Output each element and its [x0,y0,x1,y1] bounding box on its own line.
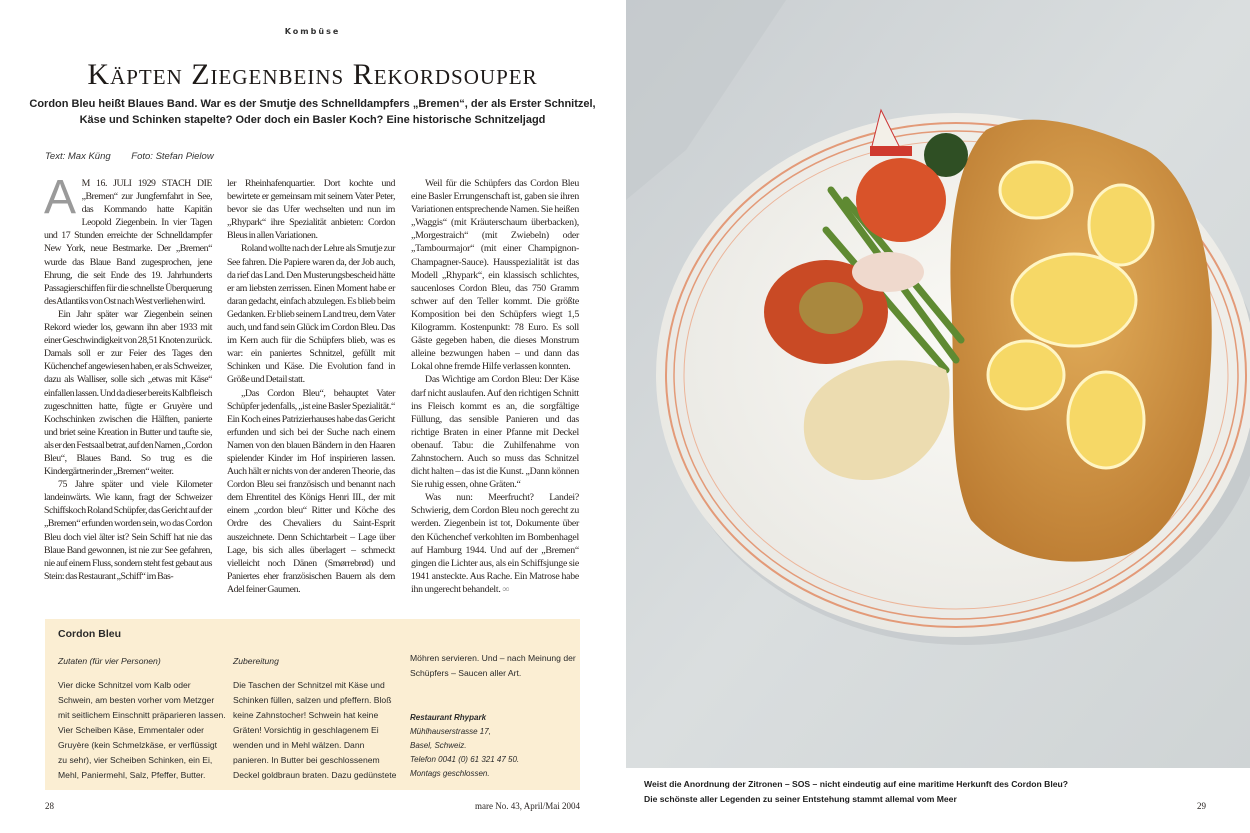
preparation-heading: Zubereitung [233,656,279,666]
lead-caps: M 16. JULI 1929 STACH DIE [81,178,212,189]
recipe-ingredients [58,654,226,783]
page-number-left: 28 [45,801,54,811]
article-paragraph: „Das Cordon Bleu“, behauptet Vater Schüpfer jedenfalls, „ist eine Basler Spezialität.“ Ein Koch eines Patrizierhauses habe das Gericht erfunden und sich bei der Suche nach einem Namen von den blauen Bändern in den Haaren spielender Kinder im Hof inspirieren lassen. Auch hält er nichts von der anderen Theorie, das Cordon Bleu sei französisch und benannt nach dem Ehrentitel des Königs Henri III., der mit einem „cordon bleu“ Ritter und Köche des Ordre des Chevaliers du Saint-Esprit auszeichnete. Denn Schichtarbeit – Lage über Lage, bis sich alles überlagert – schmeckt vielleicht noch Dänen (Smørrebrød) und Paniertes eher französischen Bauern als dem Adel feiner Gaumen. [227,387,395,595]
schnitzel-photo [626,0,1250,768]
preparation-text-cont: Möhren servieren. Und – nach Meinung der Schüpfers – Saucen aller Art. [410,653,576,678]
article-column-2 [227,177,395,596]
byline [45,151,232,163]
author-credit: Text: Max Küng [45,151,111,162]
restaurant-street: Mühlhauserstrasse 17, [410,727,491,736]
issue-info: mare No. 43, April/Mai 2004 [475,801,580,811]
ingredients-heading: Zutaten (für vier Personen) [58,656,161,666]
page-number-right: 29 [1197,801,1206,811]
restaurant-name: Restaurant Rhypark [410,713,487,722]
article-paragraph: 75 Jahre später und viele Kilometer landeinwärts. Wie kann, fragt der Schweizer Schiffskoch Roland Schüpfer, das Gericht auf der „Bremen“ erfunden worden sein, wo das Cordon Bleu doch viel älter ist? Sein Schiff hat nie das Blaue Band gewonnen, ist nie zur See gefahren, nie auf einem Fluss, sondern steht fest gebaut aus Stein: das Restaurant „Schiff“ im Bas- [44,479,212,582]
flag-ribbon [870,146,912,156]
photo-caption [644,777,1184,807]
preparation-text: Die Taschen der Schnitzel mit Käse und Schinken füllen, salzen und pfeffern. Bloß keine Zahnstocher! Schwein hat keine Gräten! Vorsichtig in geschlagenem Ei wenden und in Mehl wälzen. Dann panieren. In Butter bei geschlossenem Deckel goldbraun braten. Dazu gedünstete [233,680,397,780]
article-subtitle: Cordon Bleu heißt Blaues Band. War es der Smutje des Schnelldampfers „Bremen“, der als Erster Schnitzel, Käse und Schinken stapelte? Oder doch ein Basler Koch? Eine historische Schnitzeljagd [29,98,596,126]
tomato-herb-topping [799,282,863,334]
recipe-box [45,619,580,790]
recipe-title: Cordon Bleu [58,628,121,640]
recipe-preparation [233,654,401,783]
ingredients-text: Vier dicke Schnitzel vom Kalb oder Schwein, am besten vorher vom Metzger mit seitlichem Einschnitt präparieren lassen. Vier Scheiben Käse, Emmentaler oder Gruyère (kein Schmelzkäse, er verflüssigt zu sehr), vier Scheiben Schinken, ein Ei, Mehl, Paniermehl, Salz, Pfeffer, Butter. [58,680,226,780]
ham-roll [852,252,924,292]
article-paragraph: Roland wollte nach der Lehre als Smutje zur See fahren. Die Papiere waren da, der Job auch, da rief das Land. Den Musterungsbescheid hätte er am liebsten zerrissen. Einen Moment habe er daran gedacht, einfach abzulegen. Es blieb beim Gedanken. Er blieb seinem Land treu, dem Vater auch, und fand sein Glück im Cordon Bleu. Das im Kern auch für die Schüpfers blieb, was es war: ein paniertes Schnitzel, gefüllt mit Schinken und Käse. Die Evolution fand in Größe und Detail statt. [227,243,395,386]
article-paragraph: ler Rheinhafenquartier. Dort kochte und bewirtete er gemeinsam mit seinem Vater Peter, bevor sie das Ufer wechselten und nun im „Rhypark“ ihre Spezialität anbieten: Cordon Bleus in allen Variationen. [227,178,395,242]
restaurant-city: Basel, Schweiz. [410,741,467,750]
drop-cap: A [44,171,76,224]
paragraph-text: Was nun: Meerfrucht? Landei? Schwierig, dem Cordon Bleu noch gerecht zu werden. Ziegenbein ist tot, Dokumente über den Küchenchef verkohlten im Bombenhagel auf Hamburg 1944. Und auf der „Bremen“ gingen die Lichter aus, als ein Schiffsjunge sie 1941 ansteckte. Aus Rache. Ein Matrose habe ihn ungerecht behandelt. [411,492,579,595]
caption-line-2: Die schönste aller Legenden zu seiner Entstehung stammt allemal vom Meer [644,794,957,804]
article-paragraph [44,171,212,308]
article-paragraph: Ein Jahr später war Ziegenbein seinen Rekord wieder los, gewann ihn aber 1933 mit einer Geschwindigkeit von 28,51 Knoten zurück. Damals soll er zur Feier des Tages den Küchenchef angewiesen haben, er als Schweizer, dazu als Walliser, solle sich „etwas mit Käse“ einfallen lassen. Und da dieser bereits Kalbfleisch zugeschnitten hatte, fügte er Gruyère und Kochschinken zwischen die Hälften, panierte und briet seine Kreation in Butter und taufte sie, als er den Festsaal betrat, auf den Namen „Cordon Bleu“, Blaues Band. So trug es die Kindergärtnerin der „Bremen“ weiter. [44,308,212,478]
article-column-1 [44,171,212,583]
article-title: Käpten Ziegenbeins Rekordsouper [87,58,538,91]
restaurant-hours: Montags geschlossen. [410,769,490,778]
article-paragraph [411,491,579,596]
end-mark-icon: ∞ [502,583,510,595]
restaurant-phone: Telefon 0041 (0) 61 321 47 50. [410,755,520,764]
restaurant-address [410,711,578,781]
paragraph-text: „Bremen“ zur Jungfernfahrt in See, das Kommando hatte Kapitän Leopold Ziegenbein. In vier Tagen und 17 Stunden erreichte der Schnelldampfer New York, neue Bestmarke. Der „Bremen“ wurde das Blaue Band zugesprochen, jene Ehrung, die seit Ende des 19. Jahrhunderts Passagierschiffen für die schnellste Überquerung des Atlantiks von Ost nach West verliehen wird. [44,191,212,307]
tomato-half [856,158,946,242]
caption-line-1: Weist die Anordnung der Zitronen – SOS – nicht eindeutig auf eine maritime Herkunft des Cordon Bleu? [644,779,1069,789]
photo-credit: Foto: Stefan Pielow [131,151,214,162]
recipe-continued [410,651,578,781]
article-paragraph: Das Wichtige am Cordon Bleu: Der Käse darf nicht auslaufen. Auf den richtigen Schnitt ins Fleisch kommt es an, die sorgfältige Füllung, das sensible Panieren und das richtige Braten in einer Pfanne mit Deckel obenauf. Tabu: die Zuhilfenahme von Zahnstochern. Auch so muss das Schnitzel dicht halten – das ist die Kunst. „Dann können Sie ruhig essen, ohne Gräten.“ [411,374,579,491]
article-column-3 [411,177,579,596]
section-label: Kombüse [284,27,341,36]
article-paragraph: Weil für die Schüpfers das Cordon Bleu eine Basler Errungenschaft ist, gaben sie ihren Variationen entsprechende Namen. Sie heißen „Waggis“ (mit Kräuterschaum überbacken), „Morgestraich“ (mit Zwiebeln) oder „Tambourmajor“ (mit einer Champignon-Champagner-Sauce). Hausspezialität ist das Modell „Rhypark“, ein klassisch schlichtes, saucenloses Cordon Bleu, das 750 Gramm schwer auf den Teller kommt. Die größte Komposition bei den Schüpfers wiegt 1,5 Kilogramm. Kostenpunkt: 78 Euro. Es soll Gäste gegeben haben, die dieses Monstrum alleine bezwungen haben – und dann das Lokal ohne fremde Hilfe verlassen konnten. [411,178,579,373]
